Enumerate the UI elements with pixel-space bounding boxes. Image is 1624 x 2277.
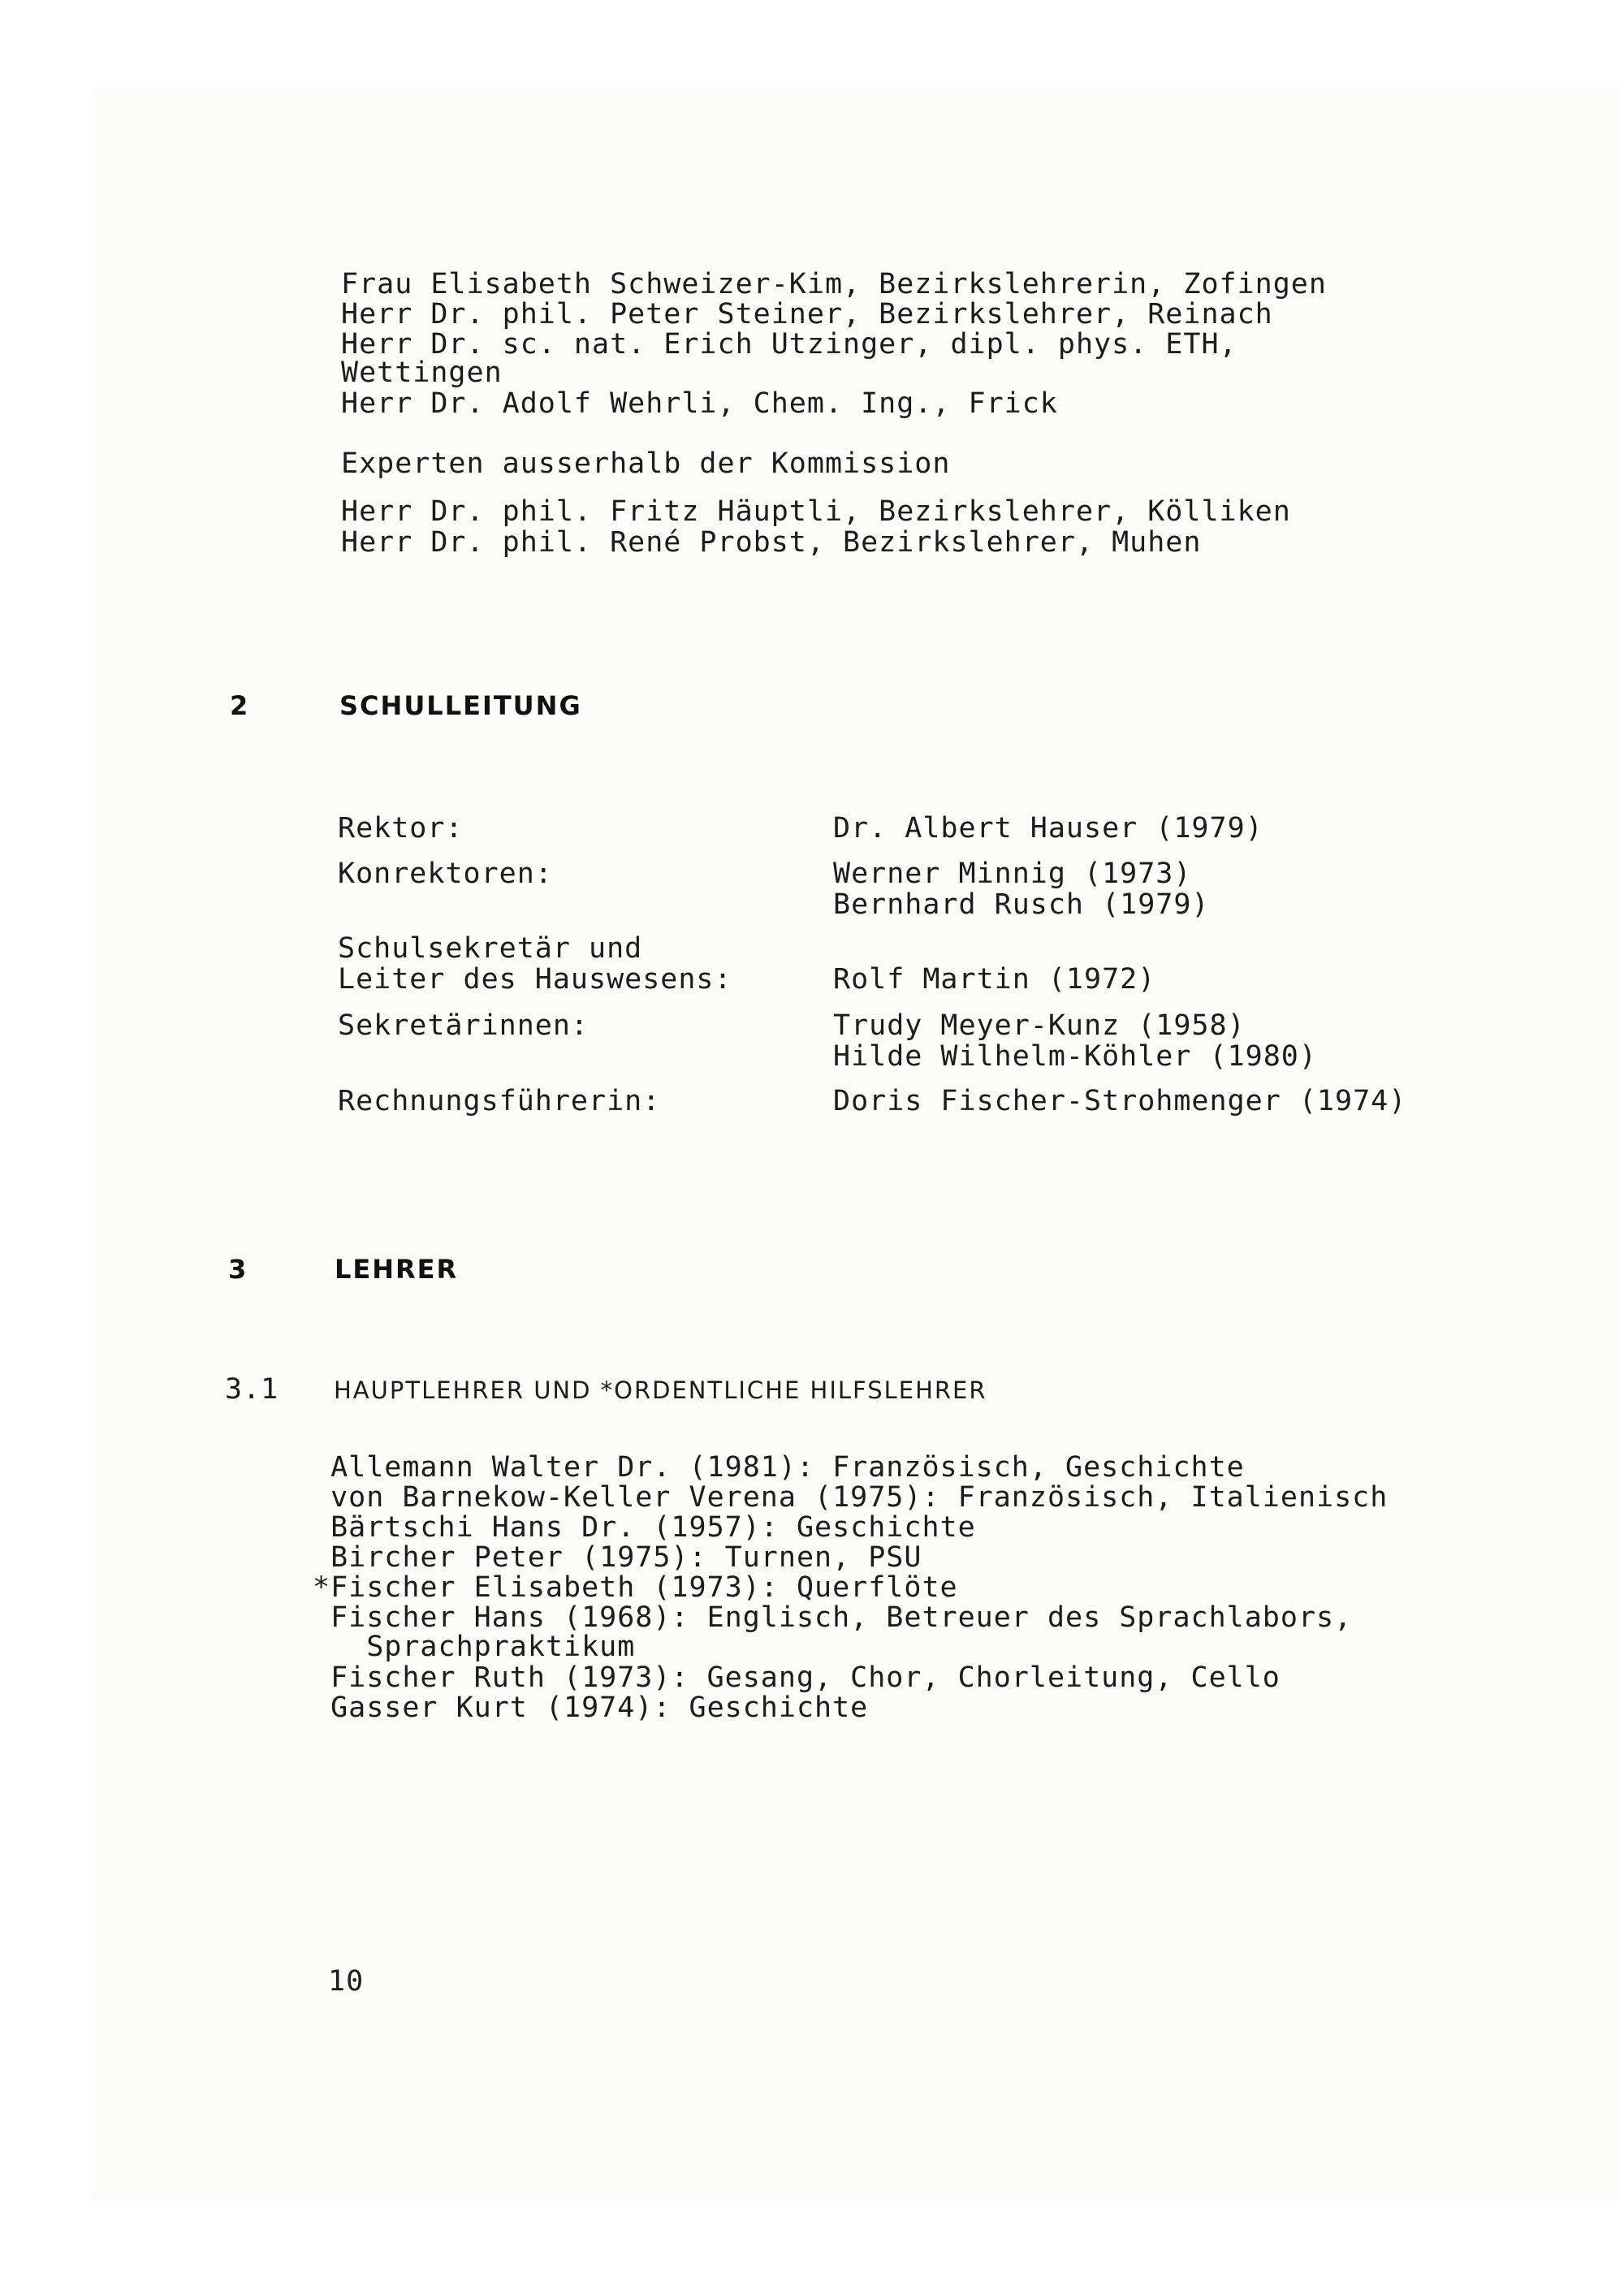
- role-value: Werner Minnig (1973): [833, 858, 1192, 890]
- section-number: 3: [228, 1254, 248, 1285]
- teacher-line: Sprachpraktikum: [313, 1631, 636, 1663]
- role-label: Leiter des Hauswesens:: [338, 963, 732, 996]
- teacher-line: Fischer Ruth (1973): Gesang, Chor, Chorleitung, Cello: [313, 1661, 1281, 1694]
- section-title: LEHRER: [335, 1254, 459, 1285]
- role-label: Konrektoren:: [338, 858, 553, 890]
- role-value: Hilde Wilhelm-Köhler (1980): [833, 1040, 1317, 1073]
- teacher-line: Bircher Peter (1975): Turnen, PSU: [313, 1541, 922, 1574]
- section-number: 2: [230, 690, 250, 721]
- role-label: Schulsekretär und: [338, 932, 643, 965]
- subsection-title: HAUPTLEHRER UND *ORDENTLICHE HILFSLEHRER: [334, 1376, 987, 1404]
- section-title: SCHULLEITUNG: [339, 690, 582, 721]
- member-line: Wettingen: [341, 356, 503, 389]
- role-label: Rechnungsführerin:: [338, 1085, 661, 1117]
- page-number: 10: [328, 1965, 365, 1998]
- teacher-line: Fischer Hans (1968): Englisch, Betreuer des Sprachlabors,: [313, 1601, 1353, 1634]
- role-label: Sekretärinnen:: [338, 1009, 590, 1042]
- teacher-line: *Fischer Elisabeth (1973): Querflöte: [313, 1571, 958, 1604]
- role-value: Bernhard Rusch (1979): [833, 888, 1210, 921]
- member-line: Frau Elisabeth Schweizer-Kim, Bezirkslehrerin, Zofingen: [341, 268, 1327, 300]
- teacher-line: von Barnekow-Keller Verena (1975): Französisch, Italienisch: [313, 1481, 1389, 1514]
- member-line: Herr Dr. phil. Peter Steiner, Bezirkslehrer, Reinach: [341, 298, 1273, 331]
- member-line: Herr Dr. sc. nat. Erich Utzinger, dipl. phys. ETH,: [341, 328, 1237, 361]
- teacher-line: Gasser Kurt (1974): Geschichte: [313, 1692, 869, 1724]
- role-value: Rolf Martin (1972): [833, 963, 1156, 996]
- subsection-number: 3.1: [225, 1373, 279, 1406]
- experts-heading: Experten ausserhalb der Kommission: [341, 447, 951, 480]
- role-value: Dr. Albert Hauser (1979): [833, 812, 1263, 845]
- role-value: Trudy Meyer-Kunz (1958): [833, 1009, 1246, 1042]
- expert-line: Herr Dr. phil. René Probst, Bezirkslehrer, Muhen: [341, 526, 1202, 559]
- expert-line: Herr Dr. phil. Fritz Häuptli, Bezirkslehrer, Kölliken: [341, 495, 1291, 528]
- member-line: Herr Dr. Adolf Wehrli, Chem. Ing., Frick: [341, 387, 1058, 420]
- teacher-line: Bärtschi Hans Dr. (1957): Geschichte: [313, 1511, 976, 1544]
- teacher-line: Allemann Walter Dr. (1981): Französisch, Geschichte: [313, 1451, 1245, 1484]
- role-label: Rektor:: [338, 812, 464, 845]
- role-value: Doris Fischer-Strohmenger (1974): [833, 1085, 1407, 1117]
